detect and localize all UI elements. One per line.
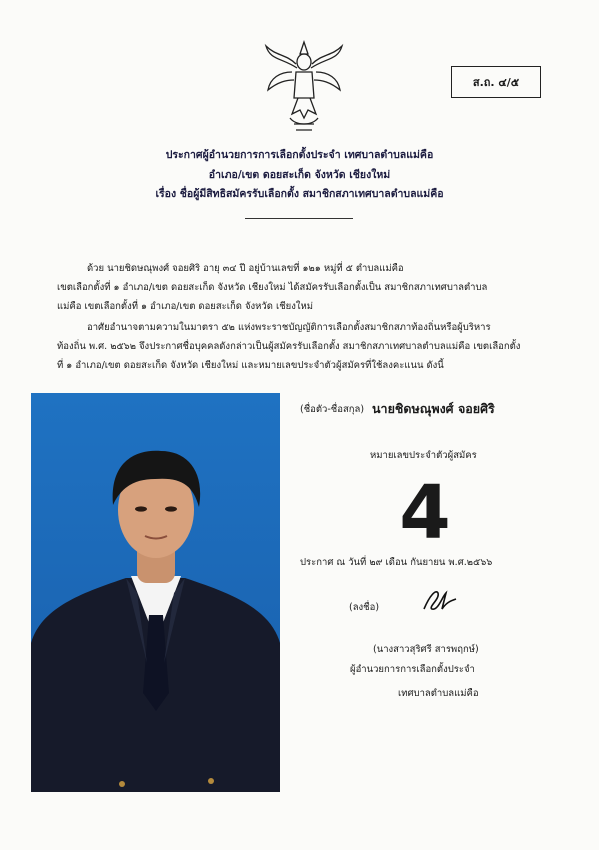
signer-name: (นางสาวสุริศรี สารพฤกษ์) xyxy=(373,644,479,655)
paragraph-1-line: แม่คือ เขตเลือกตั้งที่ ๑ อำเภอ/เขต ดอยสะเก็ด จังหวัด เชียงใหม่ xyxy=(57,301,314,312)
candidate-number: 4 xyxy=(399,470,451,556)
name-label: (ชื่อตัว-ชื่อสกุล) xyxy=(300,404,365,415)
signer-role-line-1: ผู้อำนวยการการเลือกตั้งประจำ xyxy=(350,664,475,675)
paragraph-1-line: เขตเลือกตั้งที่ ๑ อำเภอ/เขต ดอยสะเก็ด จังหวัด เชียงใหม่ ได้สมัครรับเลือกตั้งเป็น สมาชิกสภาเทศบาลตำบล xyxy=(57,282,488,293)
paragraph-2-line: ที่ ๑ อำเภอ/เขต ดอยสะเก็ด จังหวัด เชียงใหม่ และหมายเลขประจำตัวผู้สมัครที่ใช้ลงคะแนน ดังนี้ xyxy=(57,360,444,371)
signature-label: (ลงชื่อ) xyxy=(349,602,380,613)
title-line-3: เรื่อง ชื่อผู้มีสิทธิสมัครรับเลือกตั้ง สมาชิกสภาเทศบาลตำบลแม่คือ xyxy=(155,188,444,200)
signer-role-line-2: เทศบาลตำบลแม่คือ xyxy=(398,688,479,699)
title-divider xyxy=(245,218,353,219)
form-code-box: ส.ถ. ๔/๕ xyxy=(451,66,541,98)
candidate-number-label: หมายเลขประจำตัวผู้สมัคร xyxy=(370,450,477,461)
paragraph-2-line: อาศัยอำนาจตามความในมาตรา ๕๒ แห่งพระราชบัญญัติการเลือกตั้งสมาชิกสภาท้องถิ่นหรือผู้บริหาร xyxy=(87,322,491,333)
paragraph-2-line: ท้องถิ่น พ.ศ. ๒๕๖๒ จึงประกาศชื่อบุคคลดังกล่าวเป็นผู้สมัครรับเลือกตั้ง สมาชิกสภาเทศบาลตำบลแม่คือ เขตเลือกตั้ง xyxy=(57,341,521,352)
paragraph-1-line: ด้วย นายชิดษณุพงศ์ จอยศิริ อายุ ๓๔ ปี อยู่บ้านเลขที่ ๑๒๑ หมู่ที่ ๕ ตำบลแม่คือ xyxy=(87,263,404,274)
title-line-1: ประกาศผู้อำนวยการการเลือกตั้งประจำ เทศบาลตำบลแม่คือ xyxy=(165,149,434,161)
title-line-2: อำเภอ/เขต ดอยสะเก็ด จังหวัด เชียงใหม่ xyxy=(208,169,391,181)
paragraph-1 xyxy=(57,259,547,316)
candidate-photo xyxy=(31,393,280,792)
handwritten-signature xyxy=(420,585,460,615)
candidate-name: นายชิดษณุพงศ์ จอยศิริ xyxy=(372,401,495,416)
paragraph-2 xyxy=(57,318,547,375)
garuda-emblem xyxy=(262,38,346,136)
announcement-date: ประกาศ ณ วันที่ ๒๙ เดือน กันยายน พ.ศ.๒๕๖๖ xyxy=(300,557,493,568)
